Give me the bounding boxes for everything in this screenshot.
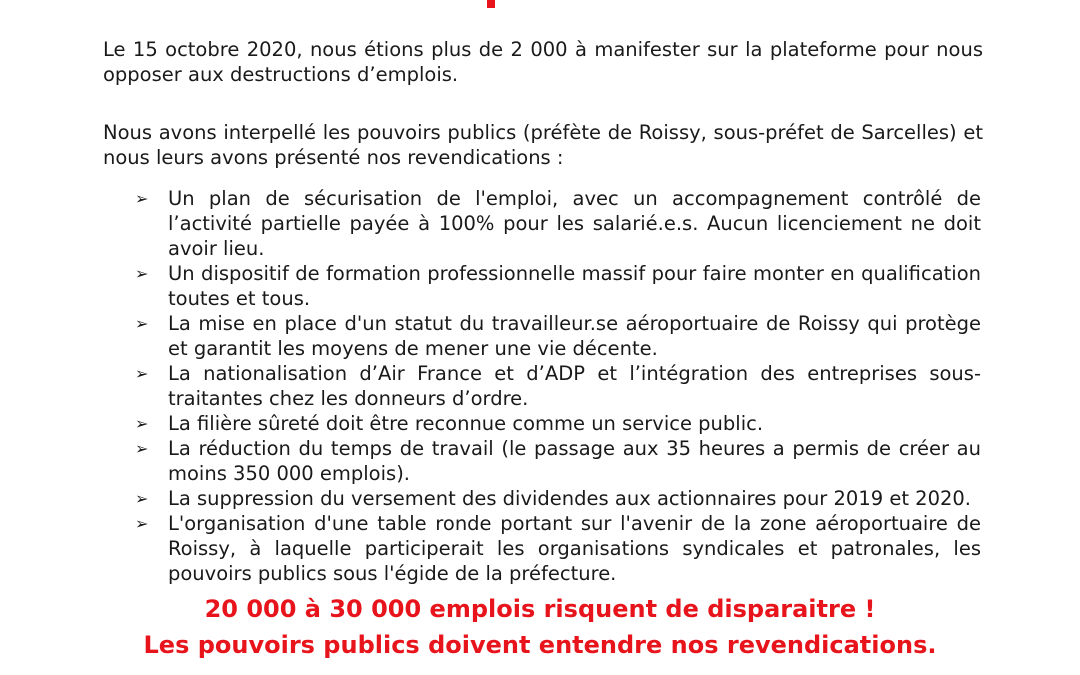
demand-text: La filière sûreté doit être reconnue comme un service public. — [168, 412, 764, 435]
interpellation-paragraph: Nous avons interpellé les pouvoirs publics (préfète de Roissy, sous-préfet de Sarcelles) et nous leurs avons présenté nos revendications : — [103, 121, 983, 169]
arrow-bullet-icon: ➢ — [135, 439, 149, 458]
demand-text: La réduction du temps de travail (le passage aux 35 heures a permis de créer au moins 350 000 emplois). — [168, 437, 981, 485]
list-item — [135, 436, 981, 486]
list-item — [135, 486, 981, 511]
closing-demand-line: Les pouvoirs publics doivent entendre nos revendications. — [143, 631, 937, 659]
list-item — [135, 411, 981, 436]
arrow-bullet-icon: ➢ — [135, 414, 149, 433]
arrow-bullet-icon: ➢ — [135, 514, 149, 533]
demand-text: La suppression du versement des dividendes aux actionnaires pour 2019 et 2020. — [168, 487, 972, 510]
demand-text: Un dispositif de formation professionnelle massif pour faire monter en qualification toutes et tous. — [168, 262, 981, 310]
arrow-bullet-icon: ➢ — [135, 314, 149, 333]
demand-text: La nationalisation d’Air France et d’ADP et l’intégration des entreprises sous-traitantes chez les donneurs d’ordre. — [168, 362, 981, 410]
list-item — [135, 311, 981, 361]
arrow-bullet-icon: ➢ — [135, 264, 149, 283]
demand-text: L'organisation d'une table ronde portant sur l'avenir de la zone aéroportuaire de Roissy, à laquelle participerait les organisations syndicales et patronales, les pouvoirs publics sous l'égide de la préfecture. — [168, 512, 981, 585]
arrow-bullet-icon: ➢ — [135, 489, 149, 508]
list-item — [135, 261, 981, 311]
list-item — [135, 361, 981, 411]
list-item — [135, 511, 981, 586]
cropped-title-fragment — [487, 0, 495, 8]
arrow-bullet-icon: ➢ — [135, 189, 149, 208]
list-item — [135, 186, 981, 261]
demands-list — [135, 186, 981, 586]
demand-text: Un plan de sécurisation de l'emploi, avec un accompagnement contrôlé de l’activité partielle payée à 100% pour les salarié.e.s. Aucun licenciement ne doit avoir lieu. — [168, 187, 981, 260]
demand-text: La mise en place d'un statut du travailleur.se aéroportuaire de Roissy qui protège et garantit les moyens de mener une vie décente. — [168, 312, 981, 360]
arrow-bullet-icon: ➢ — [135, 364, 149, 383]
intro-paragraph: Le 15 octobre 2020, nous étions plus de 2 000 à manifester sur la plateforme pour nous opposer aux destructions d’emplois. — [103, 38, 983, 86]
closing-warning-line: 20 000 à 30 000 emplois risquent de disparaitre ! — [204, 595, 876, 623]
